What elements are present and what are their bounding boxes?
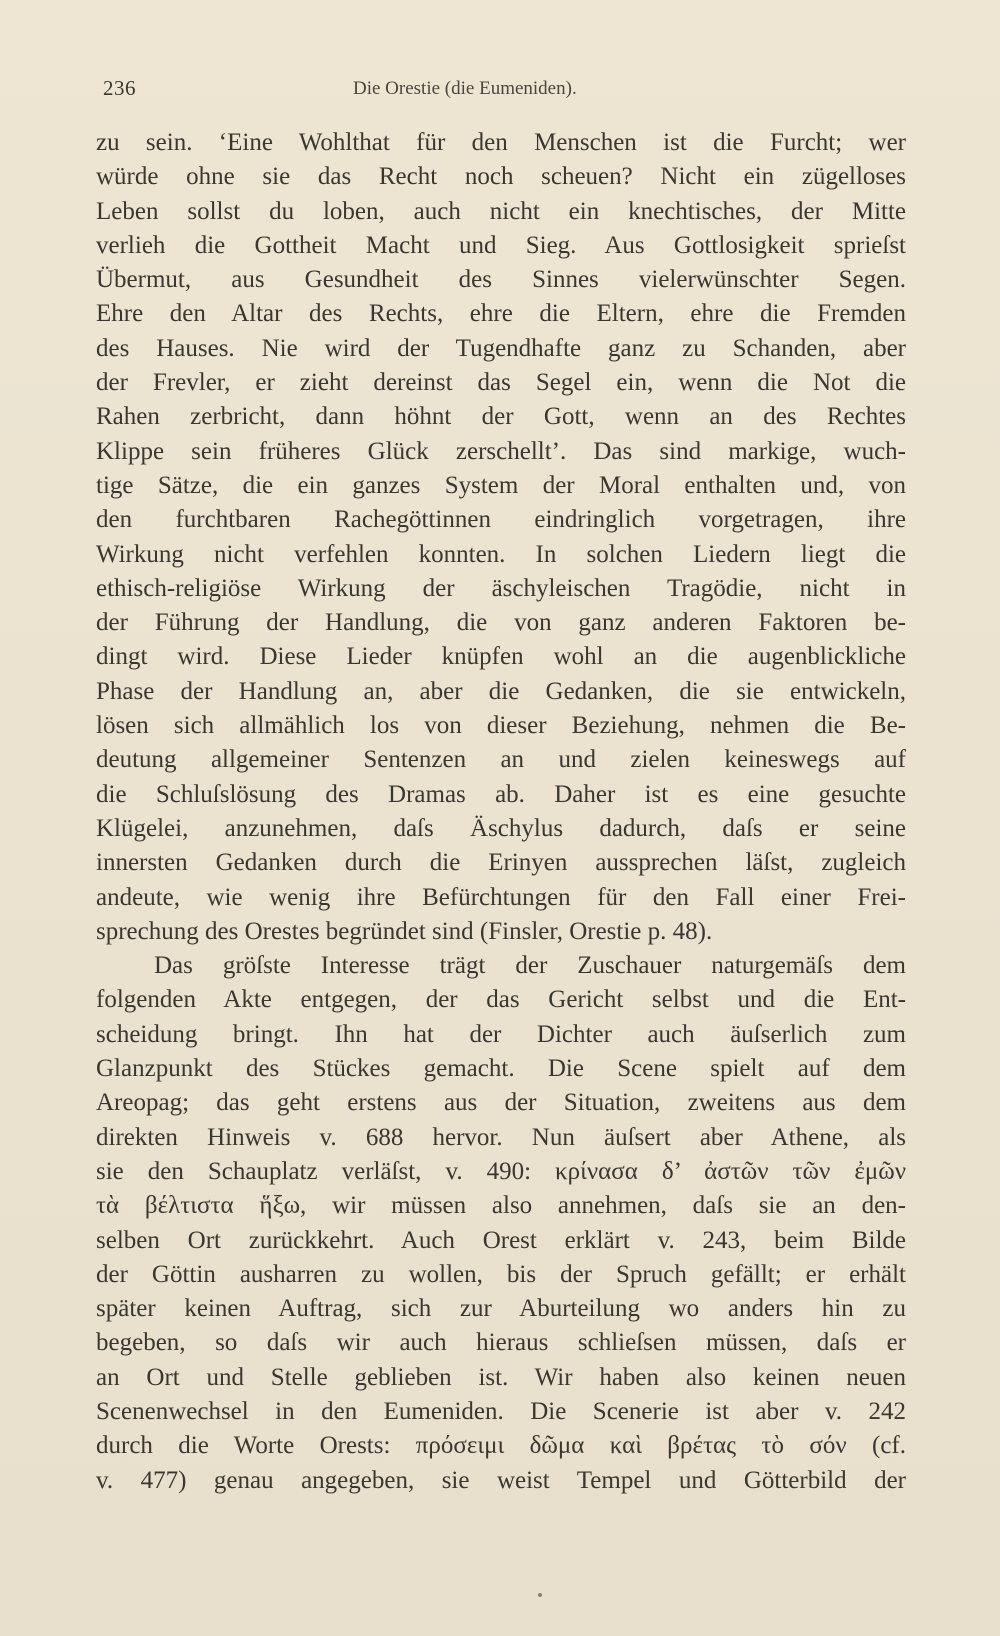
text-line: sie den Schauplatz verläſst, v. 490: κρίνασα δ’ ἀστῶν τῶν ἐμῶν bbox=[96, 1157, 906, 1185]
text-line: begeben, so daſs wir auch hieraus schlieſsen müssen, daſs er bbox=[96, 1329, 906, 1357]
page-header bbox=[103, 70, 903, 112]
text-line: innersten Gedanken durch die Erinyen aussprechen läſst, zugleich bbox=[96, 849, 906, 877]
text-line: Rahen zerbricht, dann höhnt der Gott, wenn an des Rechtes bbox=[96, 403, 906, 431]
text-line: Klippe sein früheres Glück zerschellt’. Das sind markige, wuch- bbox=[96, 437, 906, 465]
text-line: würde ohne sie das Recht noch scheuen? Nicht ein zügelloses bbox=[96, 163, 906, 191]
text-line: den furchtbaren Rachegöttinnen eindringlich vorgetragen, ihre bbox=[96, 506, 906, 534]
text-line: Übermut, aus Gesundheit des Sinnes vielerwünschter Segen. bbox=[96, 266, 906, 294]
paper-speck bbox=[538, 1593, 542, 1597]
text-line: an Ort und Stelle geblieben ist. Wir haben also keinen neuen bbox=[96, 1363, 906, 1391]
text-line: Wirkung nicht verfehlen konnten. In solchen Liedern liegt die bbox=[96, 540, 906, 568]
text-line-paragraph-end: sprechung des Orestes begründet sind (Finsler, Orestie p. 48). bbox=[96, 917, 713, 945]
running-title: Die Orestie (die Eumeniden). bbox=[353, 78, 577, 99]
text-line: verlieh die Gottheit Macht und Sieg. Aus Gottlosigkeit sprieſst bbox=[96, 231, 906, 259]
text-line: durch die Worte Orests: πρόσειμι δῶμα καὶ βρέτας τὸ σόν (cf. bbox=[96, 1432, 906, 1460]
text-line: selben Ort zurückkehrt. Auch Orest erklärt v. 243, beim Bilde bbox=[96, 1226, 906, 1254]
text-line: andeute, wie wenig ihre Befürchtungen für den Fall einer Frei- bbox=[96, 883, 906, 911]
text-line: deutung allgemeiner Sentenzen an und zielen keineswegs auf bbox=[96, 746, 906, 774]
body-text bbox=[96, 126, 906, 1498]
text-line: v. 477) genau angegeben, sie weist Tempel und Götterbild der bbox=[96, 1466, 906, 1494]
text-line: Glanzpunkt des Stückes gemacht. Die Scene spielt auf dem bbox=[96, 1055, 906, 1083]
page-number: 236 bbox=[103, 76, 136, 100]
text-line: später keinen Auftrag, sich zur Aburteilung wo anders hin zu bbox=[96, 1295, 906, 1323]
text-line: die Schluſslösung des Dramas ab. Daher ist es eine gesuchte bbox=[96, 780, 906, 808]
text-line: Phase der Handlung an, aber die Gedanken, die sie entwickeln, bbox=[96, 677, 906, 705]
text-line: dingt wird. Diese Lieder knüpfen wohl an die augenblickliche bbox=[96, 643, 906, 671]
text-line: Areopag; das geht erstens aus der Situation, zweitens aus dem bbox=[96, 1089, 906, 1117]
text-line-paragraph-start: Das gröſste Interesse trägt der Zuschauer naturgemäſs dem bbox=[154, 952, 906, 980]
text-line: folgenden Akte entgegen, der das Gericht selbst und die Ent- bbox=[96, 986, 906, 1014]
text-line: des Hauses. Nie wird der Tugendhafte ganz zu Schanden, aber bbox=[96, 334, 906, 362]
text-line: Ehre den Altar des Rechts, ehre die Eltern, ehre die Fremden bbox=[96, 300, 906, 328]
text-line: lösen sich allmählich los von dieser Beziehung, nehmen die Be- bbox=[96, 712, 906, 740]
text-line: Leben sollst du loben, auch nicht ein knechtisches, der Mitte bbox=[96, 197, 906, 225]
text-line: Scenenwechsel in den Eumeniden. Die Scenerie ist aber v. 242 bbox=[96, 1397, 906, 1425]
text-line: zu sein. ‘Eine Wohlthat für den Menschen ist die Furcht; wer bbox=[96, 129, 906, 156]
text-line: ethisch-religiöse Wirkung der äschyleischen Tragödie, nicht in bbox=[96, 574, 906, 602]
text-line: Klügelei, anzunehmen, daſs Äschylus dadurch, daſs er seine bbox=[96, 814, 906, 842]
text-line: der Führung der Handlung, die von ganz anderen Faktoren be- bbox=[96, 609, 906, 637]
text-line: tige Sätze, die ein ganzes System der Moral enthalten und, von bbox=[96, 471, 906, 499]
text-line: direkten Hinweis v. 688 hervor. Nun äuſsert aber Athene, als bbox=[96, 1123, 906, 1151]
text-line: der Frevler, er zieht dereinst das Segel ein, wenn die Not die bbox=[96, 369, 906, 397]
text-line: scheidung bringt. Ihn hat der Dichter auch äuſserlich zum bbox=[96, 1020, 906, 1048]
text-line: der Göttin ausharren zu wollen, bis der Spruch gefällt; er erhält bbox=[96, 1260, 906, 1288]
text-line: τὰ βέλτιστα ἥξω, wir müssen also annehmen, daſs sie an den- bbox=[96, 1192, 906, 1220]
